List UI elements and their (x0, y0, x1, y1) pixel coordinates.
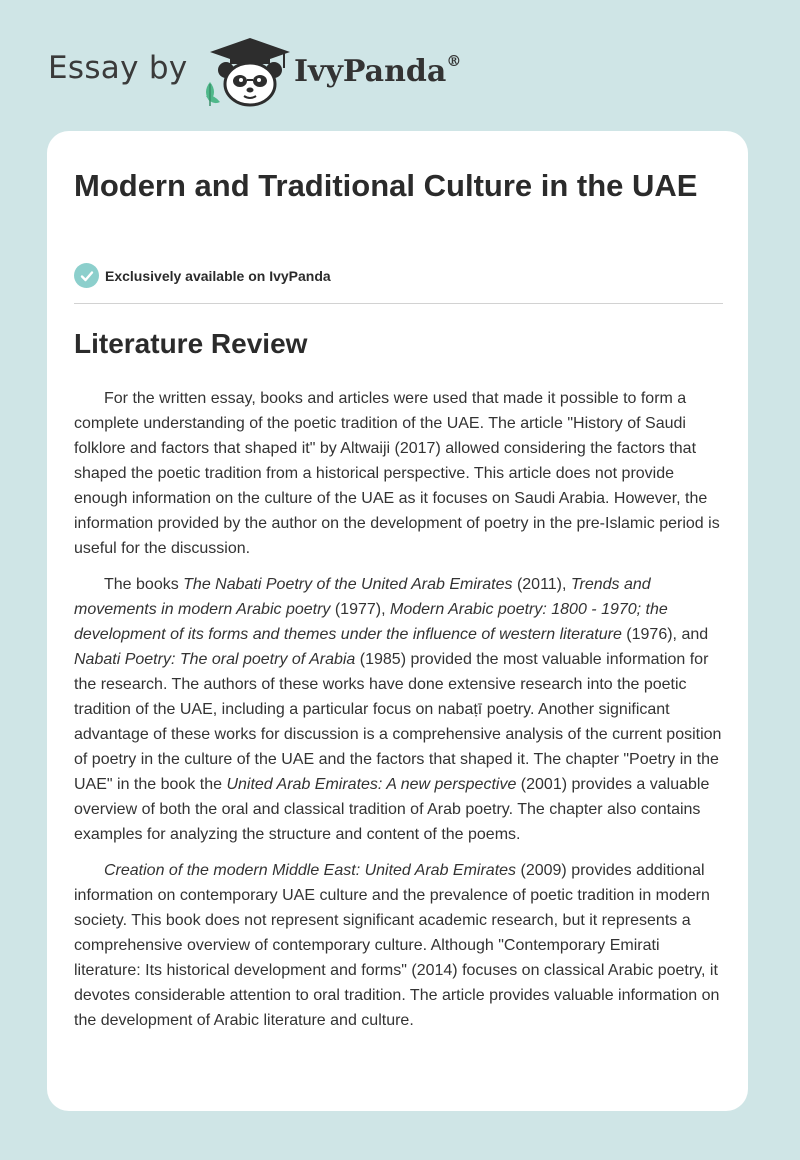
italic-title-text: Nabati Poetry: The oral poetry of Arabia (74, 651, 356, 668)
essay-card (47, 131, 748, 1111)
italic-title-text: United Arab Emirates: A new perspective (226, 776, 517, 793)
brand-label: IvyPanda (294, 54, 447, 89)
paragraph-text: (2011), (512, 576, 571, 593)
italic-title-text: Creation of the modern Middle East: United Arab Emirates (104, 862, 517, 879)
paragraph-text: (1977), (330, 601, 390, 618)
registered-mark: ® (446, 52, 462, 70)
body-paragraph (74, 386, 726, 561)
italic-title-text: Modern Arabic poetry: 1800 - 1970; the development of its forms and themes under the influence of western literature (74, 601, 668, 643)
body-paragraph (74, 572, 726, 847)
brand-name[interactable] (294, 54, 461, 89)
italic-title-text: The Nabati Poetry of the United Arab Emirates (183, 576, 513, 593)
check-icon (74, 263, 99, 288)
essay-body (74, 386, 726, 1044)
paragraph-text: (1985) provided the most valuable information for the research. The authors of these works have done extensive research into the poetic tradition of the UAE, including a particular focus on nabaṭī poetry. Another significant advantage of these works for discussion is a comprehensive analysis of the current position of poetry in the culture of the UAE and the factors that shaped it. The chapter "Poetry in the UAE" in the book the (74, 651, 722, 793)
italic-title-text: Trends and movements in modern Arabic poetry (74, 576, 651, 618)
page-title: Modern and Traditional Culture in the UAE (74, 168, 698, 203)
divider (74, 303, 723, 304)
body-paragraph (74, 858, 726, 1033)
site-header (0, 0, 800, 130)
paragraph-text: (2001) provides a valuable overview of both the oral and classical tradition of Arab poetry. The chapter also contains examples for analyzing the structure and content of the poems. (74, 776, 710, 843)
panda-logo-icon[interactable] (200, 36, 300, 108)
exclusive-badge (74, 263, 331, 288)
paragraph-text: (2009) provides additional information on contemporary UAE culture and the prevalence of poetic tradition in modern society. This book does not represent significant academic research, but it represents a comprehensive overview of contemporary culture. Although "Contemporary Emirati literature: Its historical development and forms" (2014) focuses on classical Arabic poetry, it devotes considerable attention to oral tradition. The article provides valuable information on the development of Arabic literature and culture. (74, 862, 720, 1029)
paragraph-text: (1976), and (621, 626, 709, 643)
essay-by-label: Essay by (48, 50, 188, 86)
paragraph-text: The books (104, 576, 184, 593)
paragraph-text: For the written essay, books and articles were used that made it possible to form a complete understanding of the poetic tradition of the UAE. The article "History of Saudi folklore and factors that shaped it" by Altwaiji (2017) allowed considering the factors that shaped the poetic tradition from a historical perspective. This article does not provide enough information on the culture of the UAE as it focuses on Saudi Arabia. However, the information provided by the author on the development of poetry in the pre-Islamic period is useful for the discussion. (74, 390, 720, 557)
badge-text: Exclusively available on IvyPanda (105, 267, 331, 284)
section-heading: Literature Review (74, 328, 308, 359)
